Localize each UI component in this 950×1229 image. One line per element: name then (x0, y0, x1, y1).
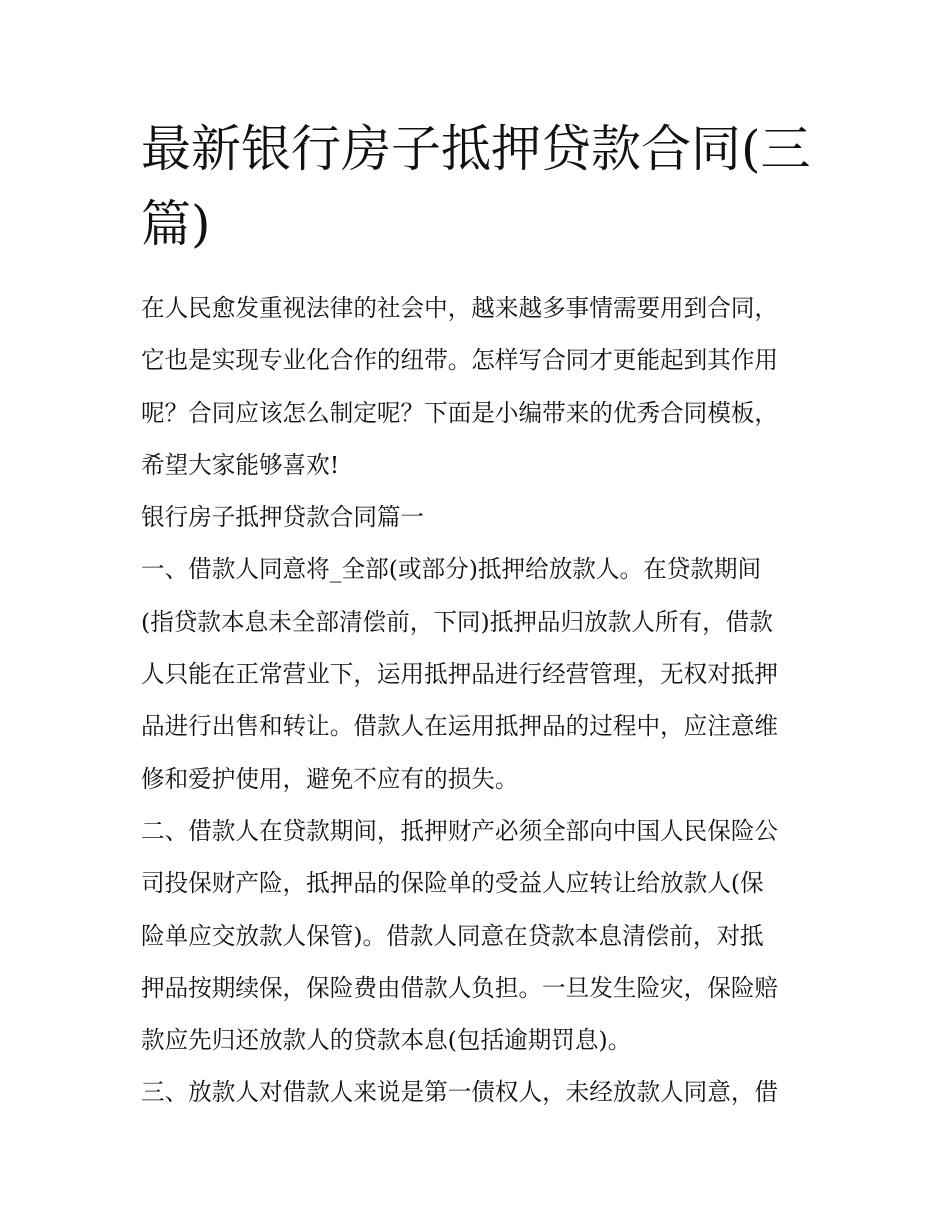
title-line: 篇) (141, 195, 211, 253)
title-line: 最新银行房子抵押贷款合同(三 (141, 120, 811, 178)
text-line: (指贷款本息未全部清偿前，下同)抵押品归放款人所有，借款 (141, 607, 773, 636)
text-line: 它也是实现专业化合作的纽带。怎样写合同才更能起到其作用 (141, 346, 779, 375)
document-title (141, 112, 813, 262)
text-line: 人只能在正常营业下，运用抵押品进行经营管理，无权对抵押 (141, 660, 779, 689)
text-line: 在人民愈发重视法律的社会中，越来越多事情需要用到合同， (141, 294, 779, 322)
text-line: 三、放款人对借款人来说是第一债权人，未经放款人同意，借 (141, 1078, 779, 1107)
text-line: 款应先归还放款人的贷款本息(包括逾期罚息)。 (141, 1026, 632, 1055)
clause-1-paragraph (141, 543, 813, 804)
document-body (141, 112, 813, 1119)
text-line: 修和爱护使用，避免不应有的损失。 (141, 764, 519, 793)
text-line: 押品按期续保，保险费由借款人负担。一旦发生险灾，保险赔 (141, 973, 779, 1002)
text-line: 希望大家能够喜欢! (141, 450, 340, 479)
document-text (141, 282, 813, 1119)
intro-paragraph (141, 282, 813, 491)
text-line: 二、借款人在贷款期间，抵押财产必须全部向中国人民保险公 (141, 816, 779, 845)
text-line: 一、借款人同意将_全部(或部分)抵押给放款人。在贷款期间 (141, 555, 762, 584)
text-line: 呢？合同应该怎么制定呢？下面是小编带来的优秀合同模板， (141, 398, 779, 427)
clause-3-paragraph (141, 1066, 813, 1118)
text-line: 司投保财产险，抵押品的保险单的受益人应转让给放款人(保 (141, 869, 764, 898)
section-heading (141, 491, 813, 543)
text-line: 险单应交放款人保管)。借款人同意在贷款本息清偿前，对抵 (141, 921, 764, 950)
text-line: 银行房子抵押贷款合同篇一 (141, 503, 425, 532)
text-line: 品进行出售和转让。借款人在运用抵押品的过程中，应注意维 (141, 712, 779, 741)
clause-2-paragraph (141, 805, 813, 1066)
